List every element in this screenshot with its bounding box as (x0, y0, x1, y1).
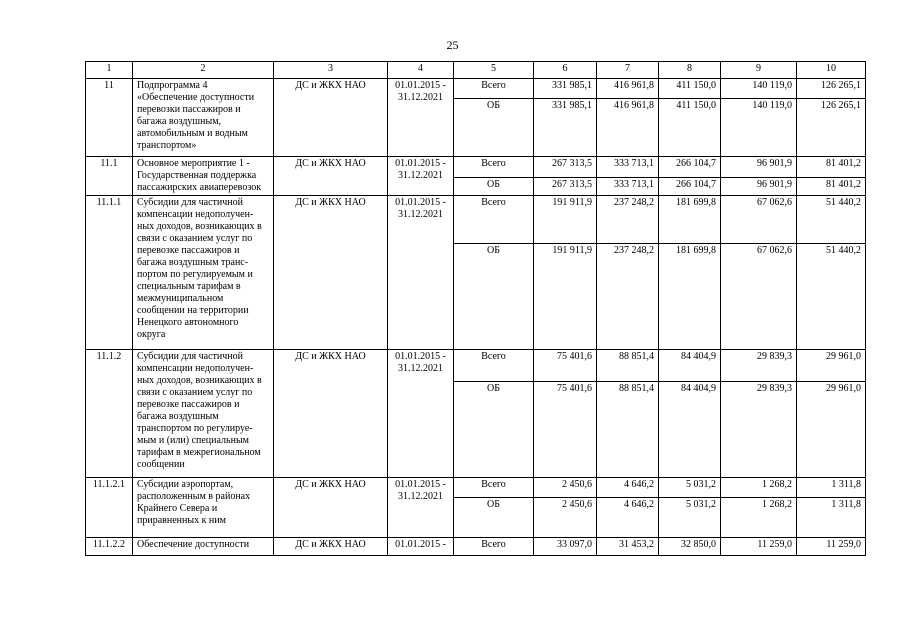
amount-cell: 4 646,2 (597, 498, 659, 538)
funding-source-cell: Всего (454, 79, 534, 99)
amount-cell: 411 150,0 (659, 99, 721, 157)
item-name-cell: Подпрограмма 4 «Обеспечение доступности перевозки пассажиров и багажа воздушным, автомобильным и водным транспортом» (133, 79, 274, 157)
period-cell: 01.01.2015 - 31.12.2021 (388, 196, 454, 350)
item-number-cell: 11.1 (86, 157, 133, 196)
item-name-cell: Обеспечение доступности (133, 538, 274, 556)
amount-cell: 333 713,1 (597, 157, 659, 178)
funding-source-cell: ОБ (454, 99, 534, 157)
item-number-cell: 11.1.2.2 (86, 538, 133, 556)
item-number-cell: 11.1.1 (86, 196, 133, 350)
amount-cell: 81 401,2 (797, 157, 866, 178)
amount-cell: 126 265,1 (797, 99, 866, 157)
amount-cell: 29 839,3 (721, 350, 797, 382)
amount-cell: 191 911,9 (534, 196, 597, 244)
amount-cell: 237 248,2 (597, 244, 659, 350)
table-row (86, 79, 866, 99)
amount-cell: 181 699,8 (659, 196, 721, 244)
column-header: 3 (274, 62, 388, 79)
amount-cell: 1 311,8 (797, 478, 866, 498)
amount-cell: 96 901,9 (721, 177, 797, 195)
item-name-cell: Субсидии для частичной компенсации недополучен- ных доходов, возникающих в связи с оказанием услуг по перевозке пассажиров и багажа воздушным транспортом по регулируе- мым и (или) специальным тарифам в межрегиональном сообщении (133, 350, 274, 478)
amount-cell: 411 150,0 (659, 79, 721, 99)
executor-cell: ДС и ЖКХ НАО (274, 196, 388, 350)
funding-source-cell: ОБ (454, 177, 534, 195)
budget-table (85, 61, 866, 556)
amount-cell: 84 404,9 (659, 350, 721, 382)
page-number: 25 (446, 38, 459, 52)
amount-cell: 29 961,0 (797, 350, 866, 382)
amount-cell: 191 911,9 (534, 244, 597, 350)
amount-cell: 2 450,6 (534, 498, 597, 538)
column-header: 5 (454, 62, 534, 79)
amount-cell: 1 268,2 (721, 478, 797, 498)
item-number-cell: 11.1.2 (86, 350, 133, 478)
executor-cell: ДС и ЖКХ НАО (274, 79, 388, 157)
funding-source-cell: Всего (454, 478, 534, 498)
amount-cell: 416 961,8 (597, 79, 659, 99)
amount-cell: 266 104,7 (659, 157, 721, 178)
item-name-cell: Основное мероприятие 1 - Государственная поддержка пассажирских авиаперевозок (133, 157, 274, 196)
funding-source-cell: ОБ (454, 498, 534, 538)
amount-cell: 11 259,0 (797, 538, 866, 556)
funding-source-cell: ОБ (454, 244, 534, 350)
column-header: 10 (797, 62, 866, 79)
header-row (86, 62, 866, 79)
executor-cell: ДС и ЖКХ НАО (274, 350, 388, 478)
amount-cell: 29 839,3 (721, 382, 797, 478)
amount-cell: 51 440,2 (797, 196, 866, 244)
item-name-cell: Субсидии аэропортам, расположенным в районах Крайнего Севера и приравненных к ним (133, 478, 274, 538)
item-number-cell: 11.1.2.1 (86, 478, 133, 538)
item-name-cell: Субсидии для частичной компенсации недополучен- ных доходов, возникающих в связи с оказанием услуг по перевозке пассажиров и багажа воздушным транс- портом по регулируемым и специальным тарифам в межмуниципальном сообщении на территории Ненецкого автономного округа (133, 196, 274, 350)
amount-cell: 126 265,1 (797, 79, 866, 99)
amount-cell: 416 961,8 (597, 99, 659, 157)
amount-cell: 11 259,0 (721, 538, 797, 556)
table-row (86, 538, 866, 556)
column-header: 4 (388, 62, 454, 79)
column-header: 2 (133, 62, 274, 79)
amount-cell: 266 104,7 (659, 177, 721, 195)
funding-source-cell: Всего (454, 350, 534, 382)
amount-cell: 75 401,6 (534, 382, 597, 478)
amount-cell: 33 097,0 (534, 538, 597, 556)
executor-cell: ДС и ЖКХ НАО (274, 478, 388, 538)
funding-source-cell: ОБ (454, 382, 534, 478)
table-row (86, 350, 866, 382)
item-number-cell: 11 (86, 79, 133, 157)
amount-cell: 84 404,9 (659, 382, 721, 478)
amount-cell: 331 985,1 (534, 79, 597, 99)
amount-cell: 140 119,0 (721, 79, 797, 99)
executor-cell: ДС и ЖКХ НАО (274, 157, 388, 196)
period-cell: 01.01.2015 - 31.12.2021 (388, 478, 454, 538)
amount-cell: 88 851,4 (597, 350, 659, 382)
period-cell: 01.01.2015 - 31.12.2021 (388, 157, 454, 196)
amount-cell: 67 062,6 (721, 196, 797, 244)
table-row (86, 196, 866, 244)
funding-source-cell: Всего (454, 538, 534, 556)
amount-cell: 267 313,5 (534, 177, 597, 195)
amount-cell: 5 031,2 (659, 478, 721, 498)
column-header: 1 (86, 62, 133, 79)
amount-cell: 2 450,6 (534, 478, 597, 498)
period-cell: 01.01.2015 - 31.12.2021 (388, 79, 454, 157)
amount-cell: 75 401,6 (534, 350, 597, 382)
amount-cell: 4 646,2 (597, 478, 659, 498)
amount-cell: 237 248,2 (597, 196, 659, 244)
amount-cell: 181 699,8 (659, 244, 721, 350)
funding-source-cell: Всего (454, 196, 534, 244)
amount-cell: 5 031,2 (659, 498, 721, 538)
amount-cell: 32 850,0 (659, 538, 721, 556)
amount-cell: 51 440,2 (797, 244, 866, 350)
funding-source-cell: Всего (454, 157, 534, 178)
amount-cell: 96 901,9 (721, 157, 797, 178)
column-header: 6 (534, 62, 597, 79)
period-cell: 01.01.2015 - 31.12.2021 (388, 350, 454, 478)
amount-cell: 1 311,8 (797, 498, 866, 538)
amount-cell: 331 985,1 (534, 99, 597, 157)
table-row (86, 478, 866, 498)
table-row (86, 157, 866, 178)
amount-cell: 29 961,0 (797, 382, 866, 478)
amount-cell: 67 062,6 (721, 244, 797, 350)
executor-cell: ДС и ЖКХ НАО (274, 538, 388, 556)
amount-cell: 31 453,2 (597, 538, 659, 556)
column-header: 8 (659, 62, 721, 79)
amount-cell: 81 401,2 (797, 177, 866, 195)
amount-cell: 140 119,0 (721, 99, 797, 157)
period-cell: 01.01.2015 - (388, 538, 454, 556)
column-header: 9 (721, 62, 797, 79)
amount-cell: 1 268,2 (721, 498, 797, 538)
amount-cell: 267 313,5 (534, 157, 597, 178)
amount-cell: 333 713,1 (597, 177, 659, 195)
amount-cell: 88 851,4 (597, 382, 659, 478)
column-header: 7 (597, 62, 659, 79)
